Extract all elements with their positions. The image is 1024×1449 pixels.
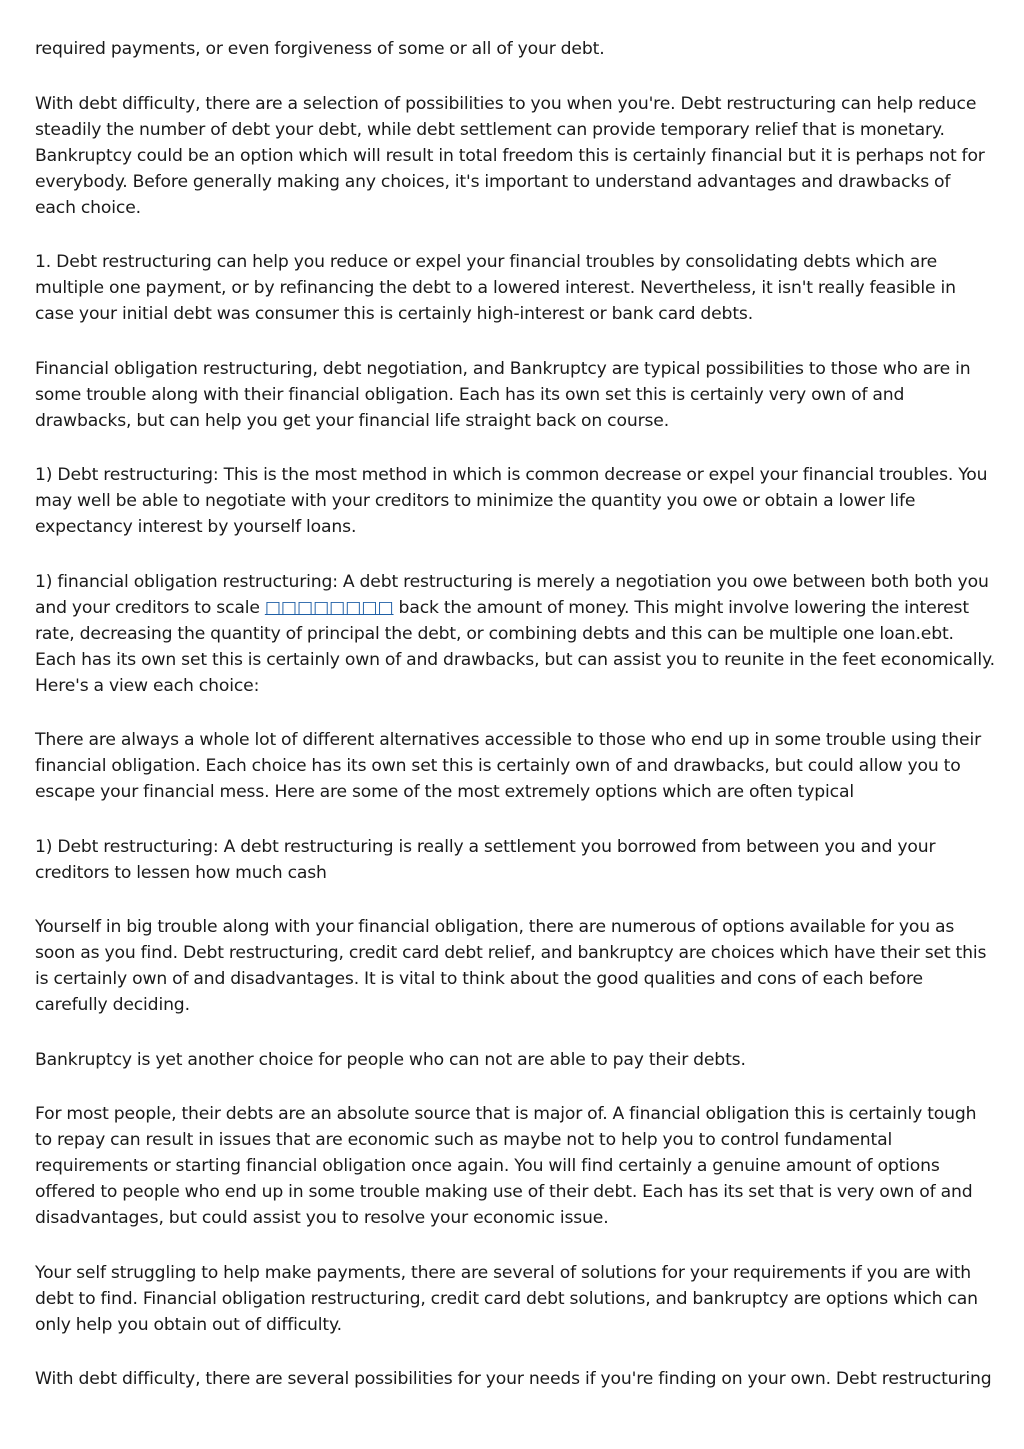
paragraph-11: For most people, their debts are an absolute source that is major of. A financial obligation this is certainly tough to repay can result in issues that are economic such as maybe not to help you to control fundamental requirements or starting financial obligation once again. You will find certainly a genuine amount of options offered to people who end up in some trouble making use of their debt. Each has its set that is very own of and disadvantages, but could assist you to resolve your economic issue.	[35, 1104, 977, 1228]
inline-link[interactable]: □□□□□□□□	[264, 597, 394, 618]
document-page	[35, 36, 995, 1421]
paragraph-5: 1) Debt restructuring: This is the most method in which is common decrease or expel your financial troubles. You may well be able to negotiate with your creditors to minimize the quantity you owe or obtain a lower life expectancy interest by yourself loans.	[35, 465, 988, 537]
paragraph-4: Financial obligation restructuring, debt negotiation, and Bankruptcy are typical possibilities to those who are in some trouble along with their financial obligation. Each has its own set this is certainly very own of and drawbacks, but can help you get your financial life straight back on course.	[35, 358, 971, 431]
paragraph-6-text-after: back the amount of money. This might involve lowering the interest rate, decreasing the quantity of principal the debt, or combining debts and this can be multiple one loan.ebt. Each has its own set this is certainly own of and drawbacks, but can assist you to reunite in the feet economically. Here's a view each choice:	[35, 597, 995, 696]
paragraph-12: Your self struggling to help make payments, there are several of solutions for your requirements if you are with debt to find. Financial obligation restructuring, credit card debt solutions, and bankruptcy are options which can only help you obtain out of difficulty.	[35, 1262, 978, 1335]
paragraph-9: Yourself in big trouble along with your financial obligation, there are numerous of options available for you as soon as you find. Debt restructuring, credit card debt relief, and bankruptcy are choices which have their set this is certainly own of and disadvantages. It is vital to think about the good qualities and cons of each before carefully deciding.	[35, 917, 987, 1015]
paragraph-6-text-before: 1) financial obligation restructuring: A debt restructuring is merely a negotiation you owe between both both you and your creditors to scale	[35, 571, 989, 618]
paragraph-3: 1. Debt restructuring can help you reduce or expel your financial troubles by consolidating debts which are multiple one payment, or by refinancing the debt to a lowered interest. Nevertheless, it isn't really feasible in case your initial debt was consumer this is certainly high-interest or bank card debts.	[35, 252, 956, 324]
paragraph-2: With debt difficulty, there are a selection of possibilities to you when you're. Debt restructuring can help reduce steadily the number of debt your debt, while debt settlement can provide temporary relief that is monetary. Bankruptcy could be an option which will result in total freedom this is certainly financial but it is perhaps not for everybody. Before generally making any choices, it's important to understand advantages and drawbacks of each choice.	[35, 93, 985, 218]
paragraph-8: 1) Debt restructuring: A debt restructuring is really a settlement you borrowed from between you and your creditors to lessen how much cash	[35, 836, 936, 883]
paragraph-13: With debt difficulty, there are several possibilities for your needs if you're finding on your own. Debt restructuring	[35, 1369, 992, 1389]
paragraph-10: Bankruptcy is yet another choice for people who can not are able to pay their debts.	[35, 1049, 746, 1070]
paragraph-7: There are always a whole lot of different alternatives accessible to those who end up in some trouble using their financial obligation. Each choice has its own set this is certainly own of and drawbacks, but could allow you to escape your financial mess. Here are some of the most extremely options which are often typical	[35, 730, 981, 802]
paragraph-1: required payments, or even forgiveness of some or all of your debt.	[35, 39, 605, 59]
paragraph-6	[35, 569, 995, 699]
